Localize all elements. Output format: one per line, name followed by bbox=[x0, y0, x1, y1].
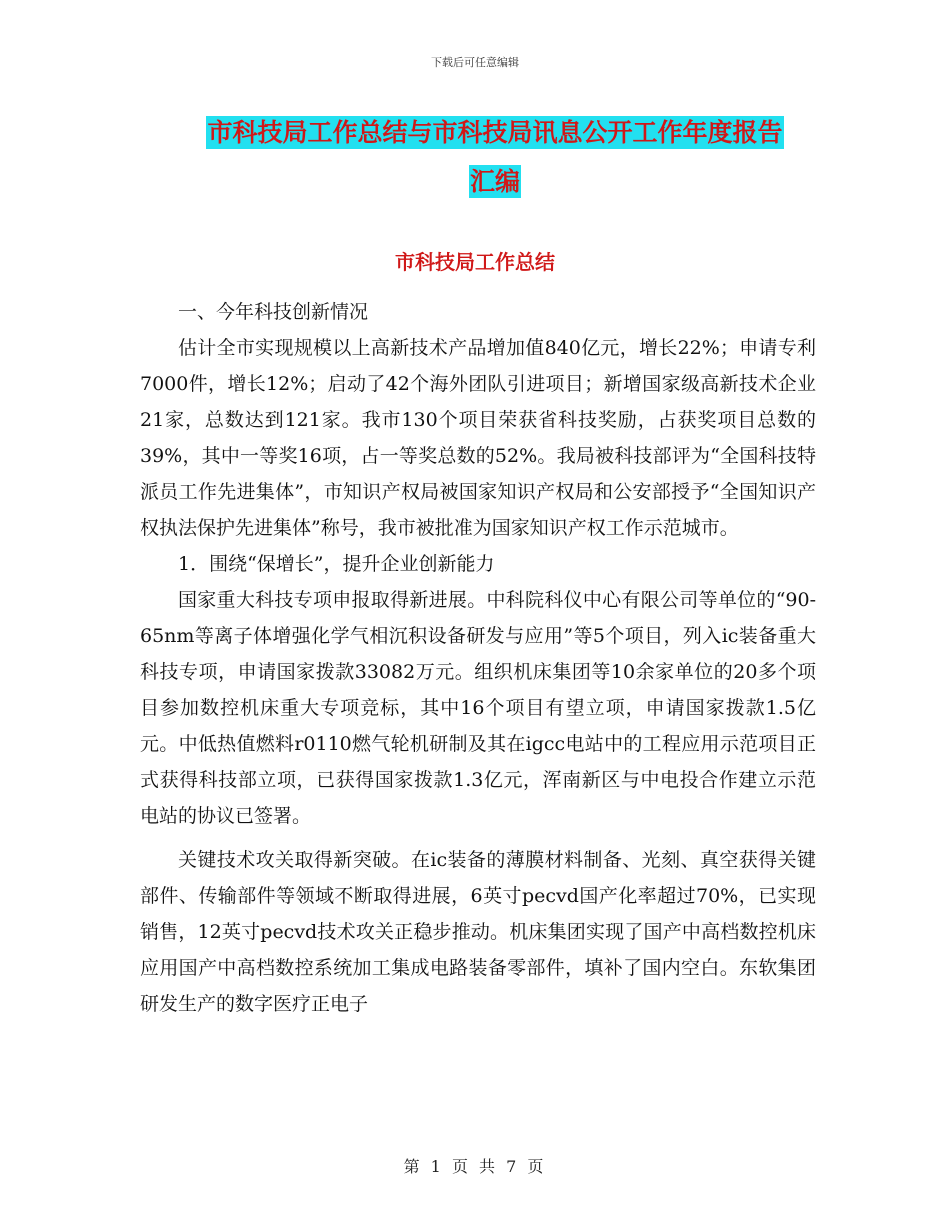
document-title bbox=[175, 108, 815, 206]
body-paragraph: 估计全市实现规模以上高新技术产品增加值840亿元，增长22%；申请专利7000件，增长12%；启动了42个海外团队引进项目；新增国家级高新技术企业21家，总数达到121家。我市130个项目荣获省科技奖励，占获奖项目总数的39%，其中一等奖16项，占一等奖总数的52%。我局被科技部评为“全国科技特派员工作先进集体”，市知识产权局被国家知识产权局和公安部授予“全国知识产权执法保护先进集体”称号，我市被批准为国家知识产权工作示范城市。 bbox=[140, 337, 816, 539]
heading-paragraph: 一、今年科技创新情况 bbox=[178, 301, 369, 323]
subheading-paragraph: 1．围绕“保增长”，提升企业创新能力 bbox=[178, 553, 495, 575]
document-title-line-2: 汇编 bbox=[469, 167, 520, 196]
page-number: 第 1 页 共 7 页 bbox=[403, 1157, 547, 1176]
document-title-line-1: 市科技局工作总结与市科技局讯息公开工作年度报告 bbox=[207, 118, 783, 147]
body-text bbox=[140, 294, 816, 1022]
section-title: 市科技局工作总结 bbox=[395, 250, 555, 274]
body-paragraph: 关键技术攻关取得新突破。在ic装备的薄膜材料制备、光刻、真空获得关键部件、传输部件等领域不断取得进展，6英寸pecvd国产化率超过70%，已实现销售，12英寸pecvd技术攻关正稳步推动。机床集团实现了国产中高档数控机床应用国产中高档数控系统加工集成电路装备零部件，填补了国内空白。东软集团研发生产的数字医疗正电子 bbox=[140, 849, 816, 1015]
body-paragraph: 国家重大科技专项申报取得新进展。中科院科仪中心有限公司等单位的“90-65nm等离子体增强化学气相沉积设备研发与应用”等5个项目，列入ic装备重大科技专项，申请国家拨款33082万元。组织机床集团等10余家单位的20多个项目参加数控机床重大专项竞标，其中16个项目有望立项，申请国家拨款1.5亿元。中低热值燃料r0110燃气轮机研制及其在igcc电站中的工程应用示范项目正式获得科技部立项，已获得国家拨款1.3亿元，浑南新区与中电投合作建立示范电站的协议已签署。 bbox=[140, 589, 816, 827]
header-note: 下载后可任意编辑 bbox=[431, 56, 519, 69]
